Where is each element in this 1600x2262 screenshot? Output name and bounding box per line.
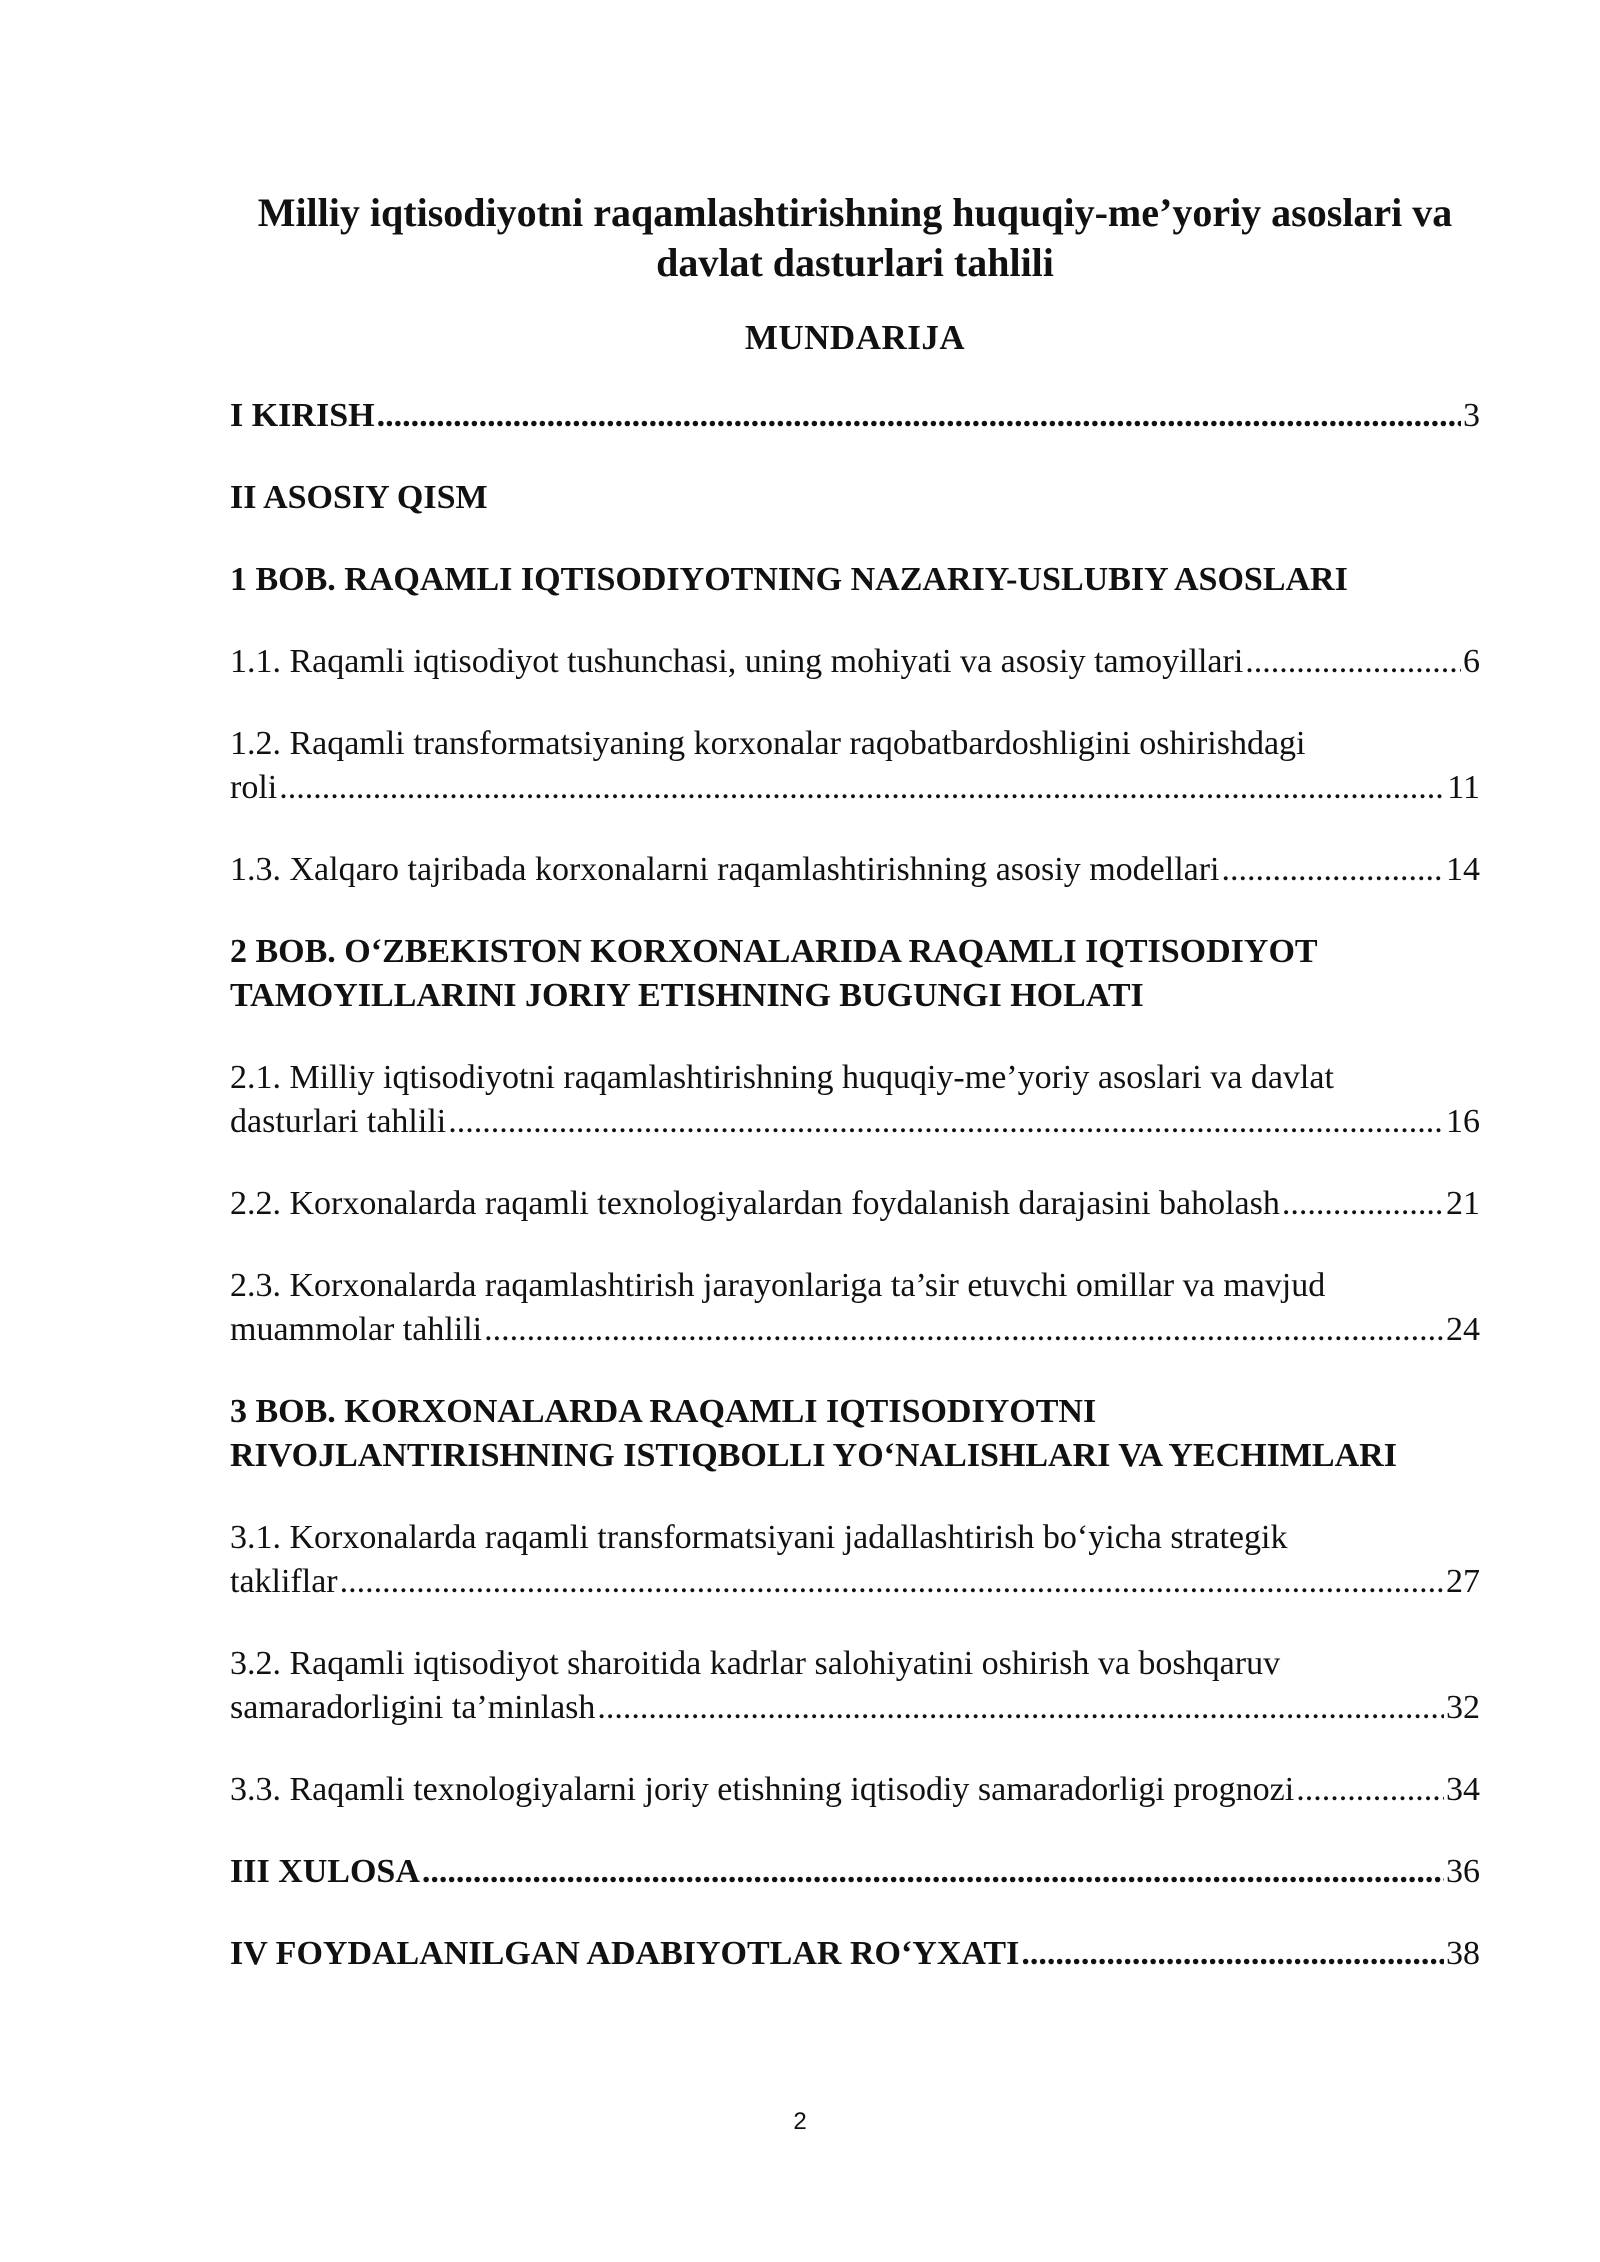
toc-entry-xulosa[interactable] [230, 1850, 1480, 1894]
dot-leader [340, 1560, 1444, 1604]
toc-page-number: 24 [1446, 1311, 1480, 1348]
toc-page-number: 21 [1446, 1185, 1480, 1222]
dot-leader [1021, 1932, 1444, 1976]
toc-heading: MUNDARIJA [744, 318, 966, 357]
toc-page-number: 27 [1446, 1563, 1480, 1600]
dot-leader [1222, 848, 1444, 892]
toc-entry-label: 3.1. Korxonalarda raqamli transformatsiyani jadallashtirish bo‘yicha strategik [230, 1519, 1288, 1556]
dot-leader [422, 1850, 1444, 1894]
dot-leader [377, 394, 1461, 438]
toc-entry-label: 1.2. Raqamli transformatsiyaning korxonalar raqobatbardoshligini oshirishdagi [230, 725, 1306, 762]
toc-entry-label: III XULOSA [230, 1853, 420, 1890]
page-number: 2 [793, 2108, 807, 2135]
toc-page-number: 3 [1463, 397, 1480, 434]
dot-leader [279, 766, 1445, 810]
toc-page-number: 6 [1463, 643, 1480, 680]
toc-entry-label: 3.2. Raqamli iqtisodiyot sharoitida kadrlar salohiyatini oshirish va boshqaruv [230, 1645, 1281, 1682]
toc-entry-label: 1.1. Raqamli iqtisodiyot tushunchasi, uning mohiyati va asosiy tamoyillari [230, 643, 1244, 680]
dot-leader [484, 1308, 1444, 1352]
toc-page-number: 32 [1446, 1689, 1480, 1726]
toc-chapter-3[interactable]: 3 BOB. KORXONALARDA RAQAMLI IQTISODIYOTNI RIVOJLANTIRISHNING ISTIQBOLLI YO‘NALISHLARI VA YECHIMLARI [230, 1393, 1397, 1474]
toc-entry-label-cont: takliflar [230, 1563, 338, 1600]
toc-entry-label: 2.1. Milliy iqtisodiyotni raqamlashtirishning huquqiy-me’yoriy asoslari va davlat [230, 1059, 1334, 1096]
toc-entry-kirish[interactable] [230, 394, 1480, 438]
toc-entry-2-2[interactable] [230, 1182, 1480, 1226]
dot-leader [1245, 640, 1461, 684]
toc-entry-label-cont: roli [230, 769, 278, 806]
toc-entry-1-3[interactable] [230, 848, 1480, 892]
dot-leader [1282, 1182, 1444, 1226]
toc-entry-1-1[interactable] [230, 640, 1480, 684]
toc-entry-label: 3.3. Raqamli texnologiyalarni joriy etishning iqtisodiy samaradorligi prognozi [230, 1771, 1295, 1808]
toc-entry-label: 2.2. Korxonalarda raqamli texnologiyalardan foydalanish darajasini baholash [230, 1185, 1280, 1222]
toc-entry-3-1[interactable] [230, 1516, 1480, 1604]
toc-entry-3-3[interactable] [230, 1768, 1480, 1812]
toc-entry-label: 2.3. Korxonalarda raqamlashtirish jarayonlariga ta’sir etuvchi omillar va mavjud [230, 1267, 1326, 1304]
toc-page-number: 14 [1446, 851, 1480, 888]
toc-entry-label: 1.3. Xalqaro tajribada korxonalarni raqamlashtirishning asosiy modellari [230, 851, 1220, 888]
toc-chapter-1[interactable]: 1 BOB. RAQAMLI IQTISODIYOTNING NAZARIY-USLUBIY ASOSLARI [230, 561, 1348, 598]
toc-entry-2-1[interactable] [230, 1056, 1480, 1144]
toc-page-number: 34 [1446, 1771, 1480, 1808]
toc-page-number: 36 [1446, 1853, 1480, 1890]
dot-leader [597, 1686, 1444, 1730]
table-of-contents [230, 394, 1480, 1976]
toc-entry-2-3[interactable] [230, 1264, 1480, 1352]
dot-leader [1296, 1768, 1444, 1812]
toc-page-number: 38 [1446, 1935, 1480, 1972]
document-title: Milliy iqtisodiyotni raqamlashtirishning huquqiy-me’yoriy asoslari va davlat dasturlari tahlili [257, 190, 1453, 285]
toc-entry-label: IV FOYDALANILGAN ADABIYOTLAR RO‘YXATI [230, 1935, 1020, 1972]
toc-entry-label: I KIRISH [230, 397, 375, 434]
toc-page-number: 16 [1446, 1103, 1480, 1140]
toc-entry-3-2[interactable] [230, 1642, 1480, 1730]
dot-leader [448, 1100, 1444, 1144]
toc-entry-adabiyotlar[interactable] [230, 1932, 1480, 1976]
toc-entry-label-cont: muammolar tahlili [230, 1311, 483, 1348]
toc-entry-label-cont: dasturlari tahlili [230, 1103, 447, 1140]
toc-entry-label-cont: samaradorligini ta’minlash [230, 1689, 596, 1726]
toc-section-asosiy-qism[interactable]: II ASOSIY QISM [230, 479, 488, 516]
toc-page-number: 11 [1447, 769, 1480, 806]
toc-chapter-2[interactable]: 2 BOB. O‘ZBEKISTON KORXONALARIDA RAQAMLI IQTISODIYOT TAMOYILLARINI JORIY ETISHNING BUGUNGI HOLATI [230, 933, 1317, 1014]
toc-entry-1-2[interactable] [230, 722, 1480, 810]
document-page [230, 188, 1480, 2014]
